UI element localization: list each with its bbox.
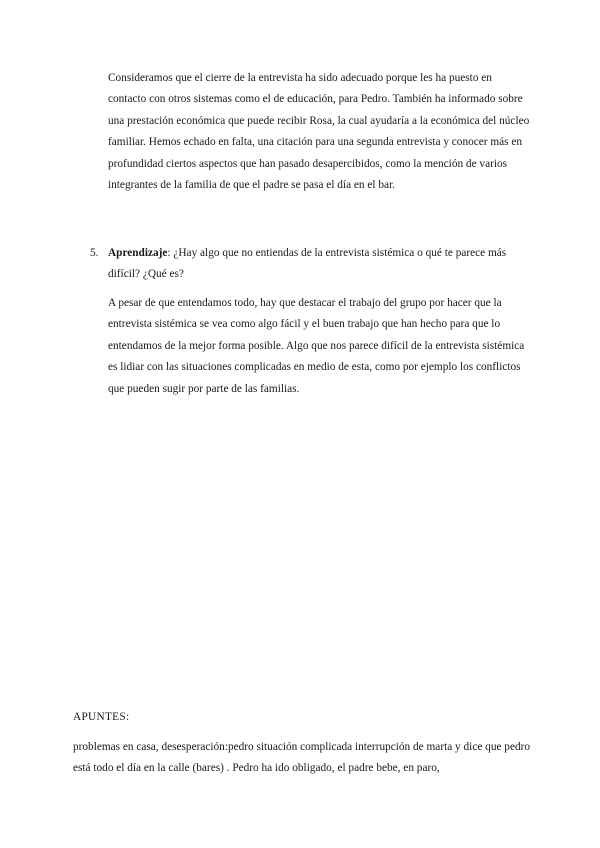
learning-answer-paragraph: A pesar de que entendamos todo, hay que destacar el trabajo del grupo por hacer que la entrevista sistémica se vea como algo fácil y el buen trabajo que han hecho para que lo entendamos de la mejor forma posible. Algo que nos parece difícil de la entrevista sistémica es lidiar con las situaciones complicadas en medio de esta, como por ejemplo los conflictos que pueden sugir por parte de las familias. <box>108 297 525 395</box>
notes-text: problemas en casa, desesperación:pedro situación complicada interrupción de marta y dice que pedro está todo el día en la calle (bares) . Pedro ha ido obligado, el padre bebe, en paro, <box>73 741 531 775</box>
list-item-question <box>108 243 528 286</box>
closing-assessment-paragraph: Consideramos que el cierre de la entrevista ha sido adecuado porque les ha puesto en contacto con otros sistemas como el de educación, para Pedro. También ha informado sobre una prestación económica que puede recibir Rosa, la cual ayudaría a la económica del núcleo familiar. Hemos echado en falta, una citación para una segunda entrevista y conocer más en profundidad ciertos aspectos que han pasado desapercibidos, como la mención de varios integrantes de la familia de que el padre se pasa el día en el bar. <box>108 72 530 192</box>
item-question-text: : ¿Hay algo que no entiendas de la entrevista sistémica o qué te parece más difícil? ¿Qué es? <box>108 247 507 281</box>
list-number: 5. <box>90 247 99 259</box>
notes-heading: APUNTES: <box>73 711 130 723</box>
item-label: Aprendizaje <box>108 247 168 259</box>
